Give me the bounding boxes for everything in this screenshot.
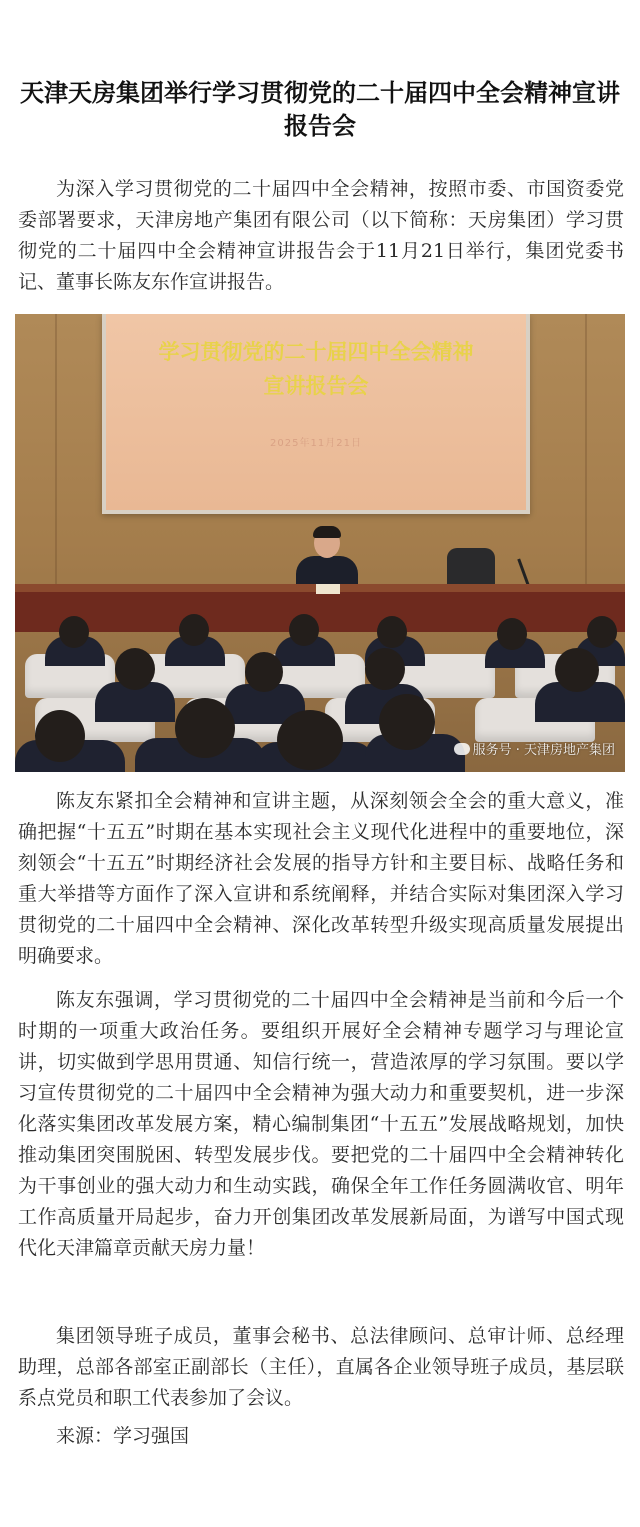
screen-title-line1: 学习贯彻党的二十届四中全会精神 <box>158 340 474 364</box>
article-title: 天津天房集团举行学习贯彻党的二十届四中全会精神宣讲报告会 <box>20 78 620 140</box>
meeting-photo <box>15 314 625 772</box>
article-paragraph-3: 陈友东强调，学习贯彻党的二十届四中全会精神是当前和今后一个时期的一项重大政治任务。要组织开展好全会精神专题学习与理论宣讲，切实做到学思用贯通、知信行统一，营造浓厚的学习氛围。要以学习宣传贯彻党的二十届四中全会精神为强大动力和重要契机，进一步深化落实集团改革发展方案，精心编制集团“十五五”发展战略规划，加快推动集团突围脱困、转型发展步伐。要把党的二十届四中全会精神转化为干事创业的强大动力和生动实践，确保全年工作任务圆满收官、明年工作高质量开局起步，奋力开创集团改革发展新局面，为谱写中国式现代化天津篇章贡献天房力量！ <box>18 989 624 1259</box>
article-paragraph-intro: 为深入学习贯彻党的二十届四中全会精神，按照市委、市国资委党委部署要求，天津房地产集团有限公司（以下简称：天房集团）学习贯彻党的二十届四中全会精神宣讲报告会于11月21日举行，集团党委书记、董事长陈友东作宣讲报告。 <box>18 178 624 293</box>
screen-date: 2025年11月21日 <box>270 438 362 449</box>
article-paragraph-2: 陈友东紧扣全会精神和宣讲主题，从深刻领会全会的重大意义，准确把握“十五五”时期在基本实现社会主义现代化进程中的重要地位，深刻领会“十五五”时期经济社会发展的指导方针和主要目标、战略任务和重大举措等方面作了深入宣讲和系统阐释，并结合实际对集团深入学习贯彻党的二十届四中全会精神、深化改革转型升级实现高质量发展提出明确要求。 <box>18 790 624 967</box>
article-source: 来源：学习强国 <box>56 1425 190 1447</box>
chat-bubble-icon <box>454 743 470 755</box>
watermark-text: 服务号 · 天津房地产集团 <box>472 743 615 758</box>
article-paragraph-4: 集团领导班子成员，董事会秘书、总法律顾问、总审计师、总经理助理，总部各部室正副部长（主任），直属各企业领导班子成员，基层联系点党员和职工代表参加了会议。 <box>18 1325 624 1409</box>
watermark <box>454 739 615 758</box>
nameplate <box>316 584 340 594</box>
screen-title-line2: 宣讲报告会 <box>263 374 369 398</box>
projection-screen <box>102 314 530 514</box>
